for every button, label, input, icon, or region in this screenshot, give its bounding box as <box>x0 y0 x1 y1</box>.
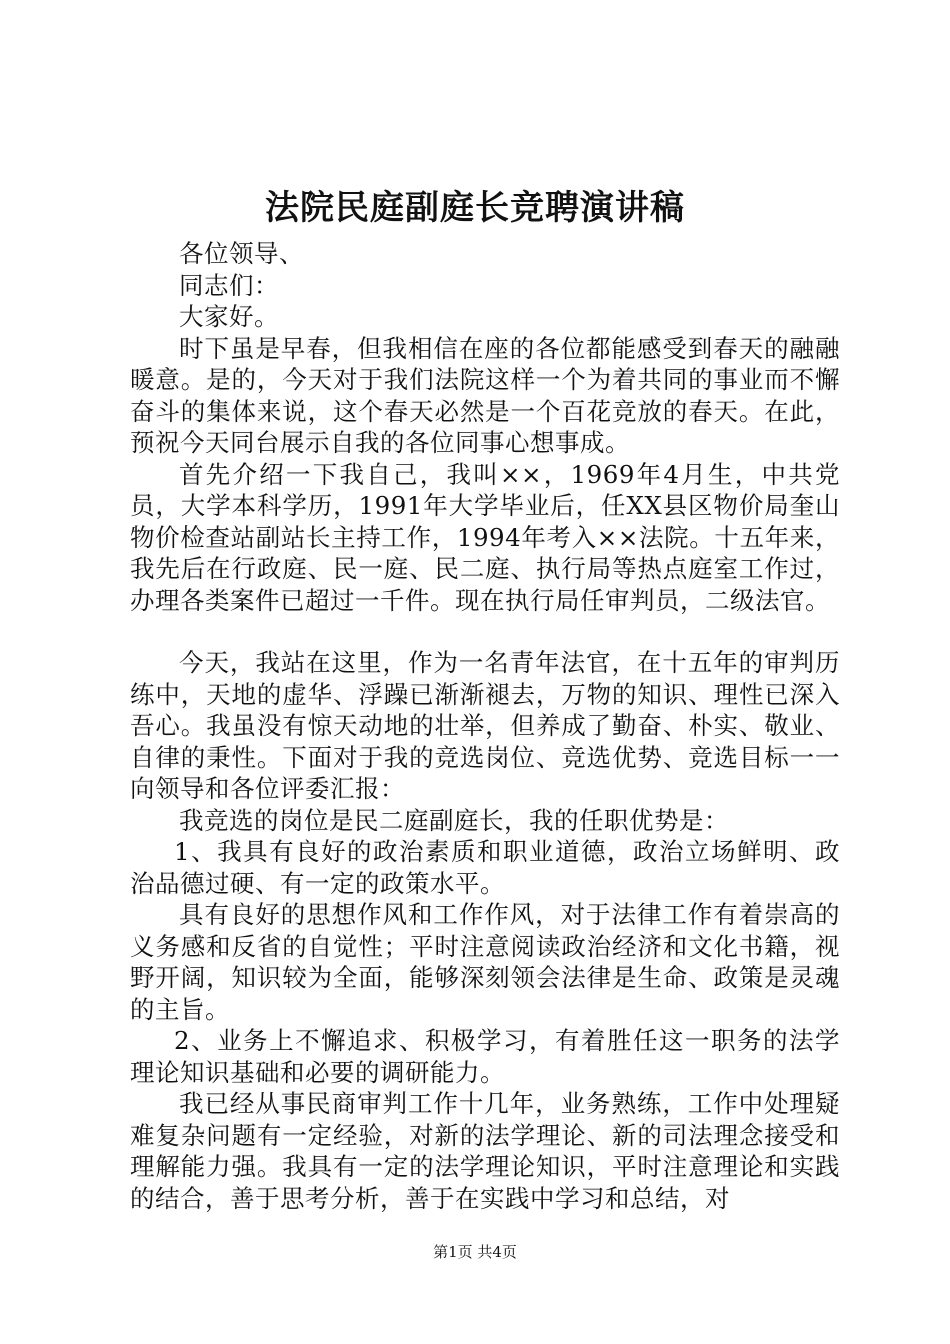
paragraph-advantage-1-detail: 具有良好的思想作风和工作作风，对于法律工作有着崇高的义务感和反省的自觉性；平时注意阅读政治经济和文化书籍，视野开阔，知识较为全面，能够深刻领会法律是生命、政策是灵魂的主旨。 <box>130 900 840 1024</box>
page-footer: 第1页 共4页 <box>433 1243 517 1261</box>
document-body <box>130 238 840 1214</box>
paragraph-advantage-2: 2、业务上不懈追求、积极学习，有着胜任这一职务的法学理论知识基础和必要的调研能力。 <box>130 1026 840 1087</box>
document-title: 法院民庭副庭长竞聘演讲稿 <box>265 188 685 228</box>
paragraph-today: 今天，我站在这里，作为一名青年法官，在十五年的审判历练中，天地的虚华、浮躁已渐渐褪去，万物的知识、理性已深入吾心。我虽没有惊天动地的壮举，但养成了勤奋、朴实、敬业、自律的秉性。下面对于我的竞选岗位、竞选优势、竞选目标一一向领导和各位评委汇报： <box>130 648 840 803</box>
paragraph-position: 我竞选的岗位是民二庭副庭长，我的任职优势是： <box>179 805 729 835</box>
paragraph-salutation-comrades: 同志们： <box>179 270 279 300</box>
paragraph-self-introduction: 首先介绍一下我自己，我叫××，1969年4月生，中共党员，大学本科学历，1991年大学毕业后，任XX县区物价局奎山物价检查站副站长主持工作，1994年考入××法院。十五年来，我先后在行政庭、民一庭、民二庭、执行局等热点庭室工作过，办理各类案件已超过一千件。现在执行局任审判员，二级法官。 <box>130 459 840 615</box>
paragraph-greeting: 大家好。 <box>179 302 279 331</box>
paragraph-advantage-1: 1、我具有良好的政治素质和职业道德，政治立场鲜明、政治品德过硬、有一定的政策水平。 <box>130 837 840 898</box>
paragraph-advantage-2-detail: 我已经从事民商审判工作十几年，业务熟练，工作中处理疑难复杂问题有一定经验，对新的法学理论、新的司法理念接受和理解能力强。我具有一定的法学理论知识，平时注意理论和实践的结合，善于思考分析，善于在实践中学习和总结，对 <box>130 1089 840 1213</box>
paragraph-opening: 时下虽是早春，但我相信在座的各位都能感受到春天的融融暖意。是的，今天对于我们法院这样一个为着共同的事业而不懈奋斗的集体来说，这个春天必然是一个百花竞放的春天。在此，预祝今天同台展示自我的各位同事心想事成。 <box>130 333 840 457</box>
paragraph-salutation-leaders: 各位领导、 <box>179 239 304 268</box>
